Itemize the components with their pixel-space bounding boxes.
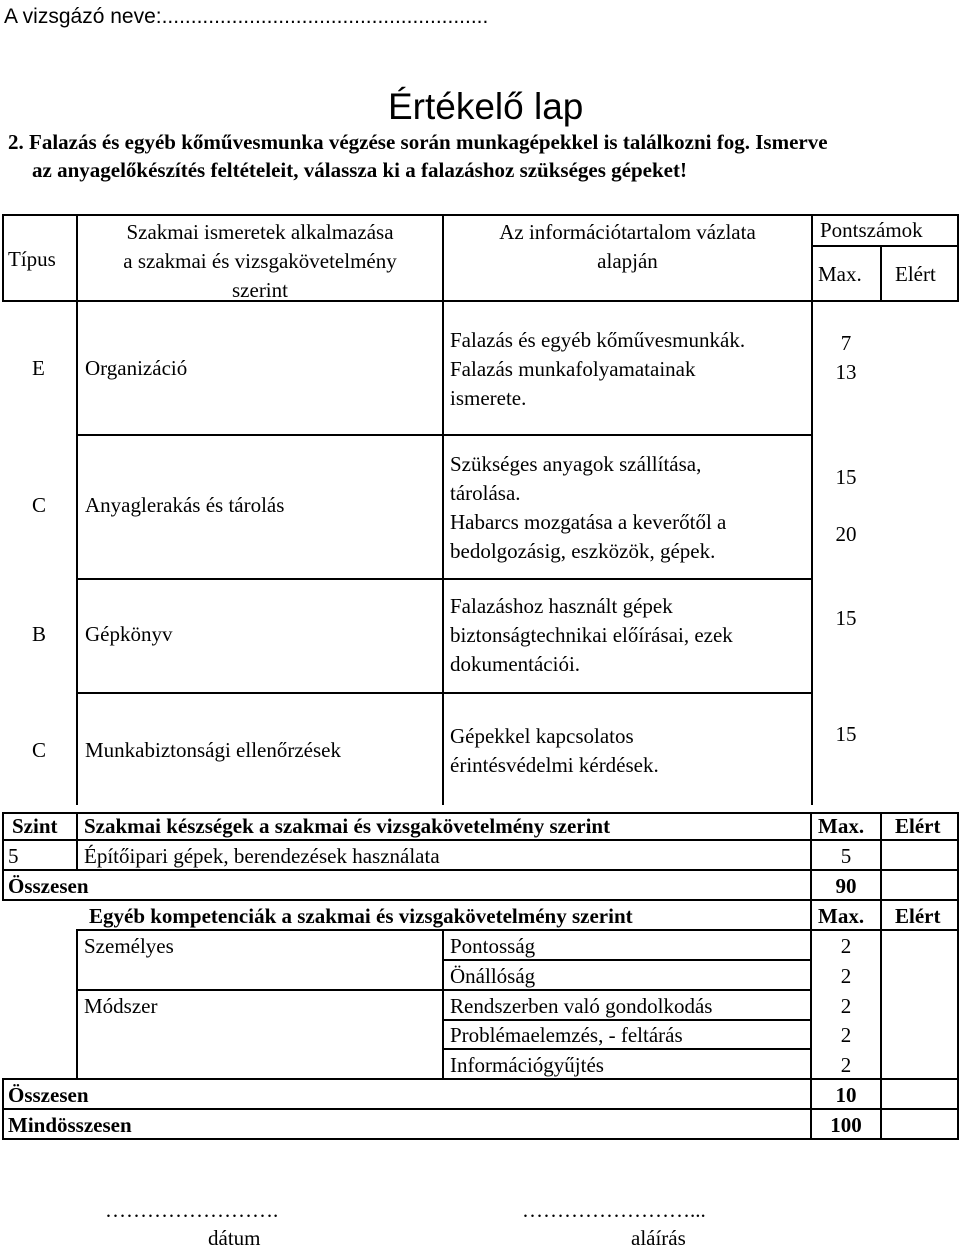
competence-label: Pontosság [450,934,536,958]
competence-label: Információgyűjtés [450,1053,604,1077]
row-info: Gépekkel kapcsolatos érintésvédelmi kérdések. [450,724,659,777]
header-elert: Elért [895,262,936,286]
row-info: Falazás és egyéb kőművesmunkák. Falazás munkafolyamatainak ismerete. [450,328,746,410]
row-max: 15 [835,606,857,630]
competence-label: Rendszerben való gondolkodás [450,994,713,1018]
row-topic: Anyaglerakás és tárolás [85,493,285,517]
skills-osszesen-value: 90 [835,874,857,898]
signature-label: aláírás [631,1226,686,1250]
task-line-1: 2. Falazás és egyéb kőművesmunka végzése során munkagépekkel is találkozni fog. Ismerve [8,130,828,154]
row-topic: Munkabiztonsági ellenőrzések [85,738,341,762]
other-max-header: Max. [818,904,865,928]
other-elert-header: Elért [895,904,941,928]
date-label: dátum [208,1226,261,1250]
competence-max: 2 [840,1023,852,1047]
date-line: ……………………. [105,1198,279,1222]
candidate-name-label: A vizsgázó neve:........................................................ [4,5,489,28]
skill-level: 5 [8,844,19,868]
skills-max-header: Max. [818,814,865,838]
row-topic: Gépkönyv [85,622,173,646]
mindosszesen-label: Mindösszesen [8,1113,132,1137]
row-max: 7 [840,331,852,355]
skill-max: 5 [840,844,852,868]
skills-osszesen-label: Összesen [8,874,89,898]
row-info: Falazáshoz használt gépek biztonságtechnikai előírásai, ezek dokumentációi. [450,594,733,676]
task-line-2: az anyagelőkészítés feltételeit, válassza ki a falazáshoz szükséges gépeket! [32,158,687,182]
group-name: Módszer [84,994,158,1018]
header-max: Max. [818,262,862,286]
header-info: Az információtartalom vázlata alapján [499,220,756,273]
page-title: Értékelő lap [388,86,584,127]
row-max: 13 [835,360,857,384]
competence-max: 2 [840,934,852,958]
group-name: Személyes [84,934,174,958]
row-max: 15 [835,465,857,489]
header-tipus: Típus [8,247,56,271]
row-info: Szükséges anyagok szállítása, tárolása. Habarcs mozgatása a keverőtől a bedolgozásig, eszközök, gépek. [450,452,727,563]
other-osszesen-label: Összesen [8,1083,89,1107]
header-szakmai: Szakmai ismeretek alkalmazása a szakmai és vizsgakövetelmény szerint [123,220,397,302]
row-max: 20 [835,522,857,546]
competence-max: 2 [840,1053,852,1077]
skills-heading: Szakmai készségek a szakmai és vizsgakövetelmény szerint [84,814,611,838]
competence-max: 2 [840,994,852,1018]
skills-elert-header: Elért [895,814,941,838]
other-heading: Egyéb kompetenciák a szakmai és vizsgakövetelmény szerint [89,904,633,928]
competence-label: Önállóság [450,964,536,988]
row-max: 15 [835,722,857,746]
mindosszesen-value: 100 [830,1113,862,1137]
skill-label: Építőipari gépek, berendezések használata [84,844,440,868]
other-osszesen-value: 10 [835,1083,857,1107]
row-type: B [32,622,47,646]
skills-szint-header: Szint [12,814,58,838]
row-type: C [32,738,47,762]
header-pontszamok: Pontszámok [820,218,923,242]
signature-line: ……………………... [522,1198,706,1222]
row-type: E [32,356,45,380]
competence-label: Problémaelemzés, - feltárás [450,1023,683,1047]
row-type: C [32,493,47,517]
row-topic: Organizáció [85,356,188,380]
competence-max: 2 [840,964,852,988]
